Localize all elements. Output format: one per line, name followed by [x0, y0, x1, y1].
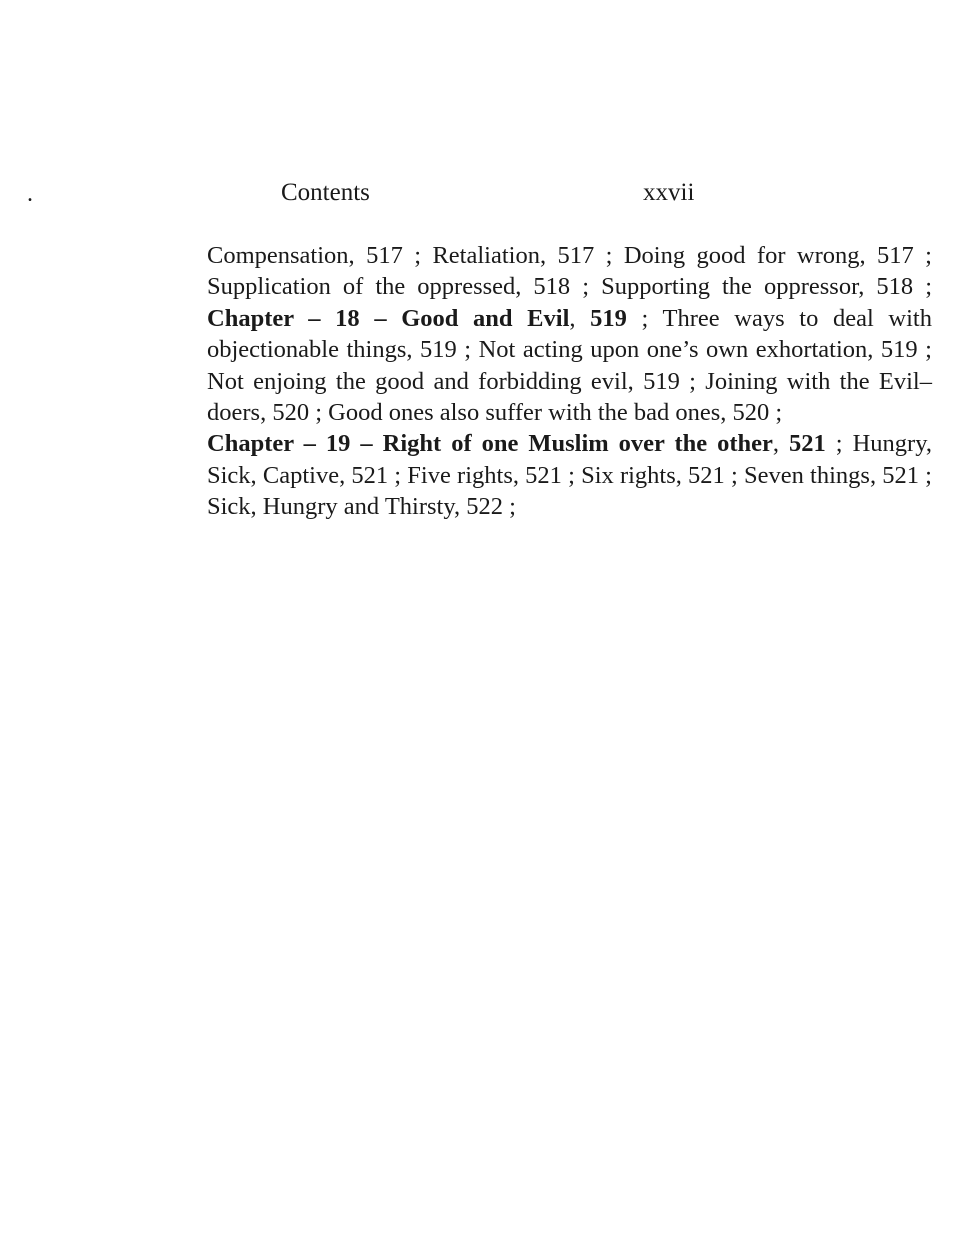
running-header — [0, 176, 960, 210]
contents-paragraph — [207, 428, 932, 522]
margin-mark: . — [27, 181, 33, 207]
entry-text: Compensation, 517 ; Retaliation, 517 ; Doing good for wrong, 517 ; Supplication of the oppressed, 518 ; Supporting the oppressor, 518 ; — [207, 242, 932, 301]
header-title: Contents — [281, 179, 370, 206]
entry-text: , — [569, 304, 591, 332]
contents-body — [207, 240, 932, 523]
entry-text: ; Three ways to deal with objectionable things, 519 ; Not acting upon one’s own exhortation, 519 ; Not enjoing the good and forbidding evil, 519 ; Joining with the Evil–doers, 520 ; Good ones also suffer with the bad ones, 520 ; — [207, 304, 932, 427]
chapter-heading: Chapter – 19 – Right of one Muslim over the other — [207, 430, 773, 458]
chapter-page-number: 519 — [590, 304, 627, 332]
header-page-number: xxvii — [643, 179, 695, 206]
chapter-heading: Chapter – 18 – Good and Evil — [207, 304, 570, 332]
contents-paragraph — [207, 240, 932, 428]
chapter-page-number: 521 — [789, 430, 826, 458]
entry-text: ; Hungry, Sick, Captive, 521 ; Five rights, 521 ; Six rights, 521 ; Seven things, 521 ; Sick, Hungry and Thirsty, 522 ; — [207, 430, 932, 521]
entry-text: , — [772, 430, 790, 458]
